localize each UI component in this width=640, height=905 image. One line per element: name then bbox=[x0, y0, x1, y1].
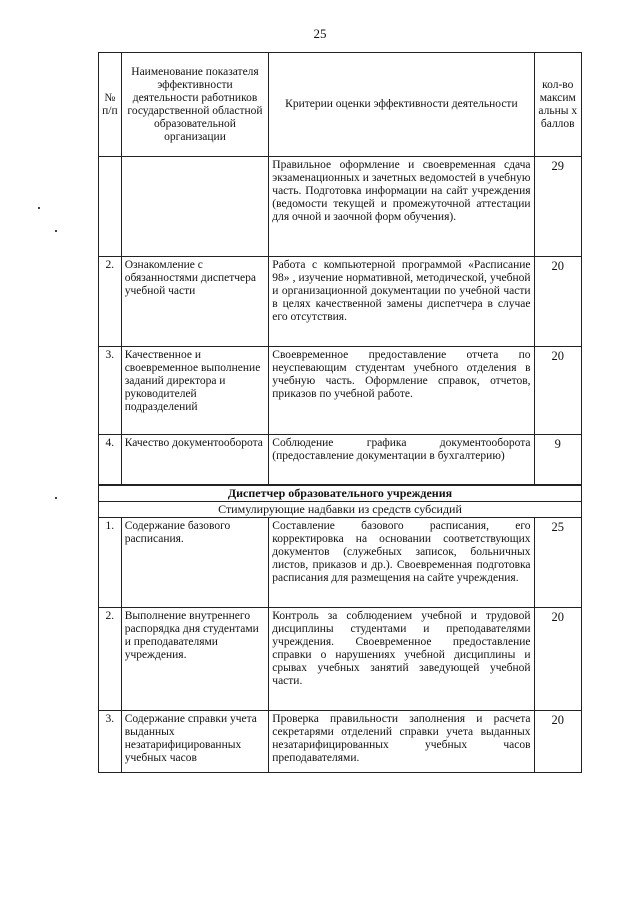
row-criteria: Проверка правильности заполнения и расчета секретарями отделений справки учета выданных незатарифицированных учебных часов преподавателями. bbox=[269, 710, 534, 772]
section-title: Диспетчер образовательного учреждения bbox=[99, 485, 582, 502]
row-points: 20 bbox=[534, 257, 581, 347]
row-num: 4. bbox=[99, 435, 122, 485]
scan-dot bbox=[38, 207, 40, 209]
row-num bbox=[99, 157, 122, 257]
page-number: 25 bbox=[313, 26, 327, 41]
row-points: 20 bbox=[534, 607, 581, 710]
table-row bbox=[99, 517, 582, 607]
row-criteria: Контроль за соблюдением учебной и трудовой дисциплины студентами и преподавателями учреждения. Своевременное предоставление справки о нарушениях учебной дисциплины и срывах учебных занятий заведующей учебной части. bbox=[269, 607, 534, 710]
table-header-row bbox=[99, 53, 582, 157]
row-num: 3. bbox=[99, 710, 122, 772]
table-row bbox=[99, 607, 582, 710]
header-points: кол-во максим альны х баллов bbox=[534, 53, 581, 157]
scan-dot bbox=[55, 230, 57, 232]
row-criteria: Правильное оформление и своевременная сдача экзаменационных и зачетных ведомостей в учебную часть. Подготовка информации на сайт учреждения (ведомости текущей и промежуточной аттестации для очной и заочной форм обучения). bbox=[269, 157, 534, 257]
row-name: Содержание базового расписания. bbox=[121, 517, 269, 607]
row-points: 20 bbox=[534, 710, 581, 772]
subsection-row bbox=[99, 501, 582, 517]
table-row bbox=[99, 435, 582, 485]
header-name: Наименование показателя эффективности деятельности работников государственной областной образовательной организации bbox=[121, 53, 269, 157]
row-num: 3. bbox=[99, 347, 122, 435]
scan-dot bbox=[55, 497, 57, 499]
efficiency-criteria-table bbox=[98, 52, 582, 773]
row-name: Качественное и своевременное выполнение заданий директора и руководителей подразделений bbox=[121, 347, 269, 435]
row-name: Содержание справки учета выданных незатарифицированных учебных часов bbox=[121, 710, 269, 772]
row-points: 20 bbox=[534, 347, 581, 435]
row-points: 29 bbox=[534, 157, 581, 257]
row-name bbox=[121, 157, 269, 257]
row-num: 2. bbox=[99, 257, 122, 347]
table-row bbox=[99, 347, 582, 435]
table-row bbox=[99, 710, 582, 772]
table-row bbox=[99, 257, 582, 347]
row-criteria: Соблюдение графика документооборота (предоставление документации в бухгалтерию) bbox=[269, 435, 534, 485]
row-criteria: Своевременное предоставление отчета по неуспевающим студентам учебного отделения в учебную часть. Оформление справок, отчетов, приказов по учебной работе. bbox=[269, 347, 534, 435]
row-num: 2. bbox=[99, 607, 122, 710]
row-name: Выполнение внутреннего распорядка дня студентами и преподавателями учреждения. bbox=[121, 607, 269, 710]
header-criteria: Критерии оценки эффективности деятельности bbox=[269, 53, 534, 157]
row-name: Ознакомление с обязанностями диспетчера учебной части bbox=[121, 257, 269, 347]
row-points: 25 bbox=[534, 517, 581, 607]
table-row bbox=[99, 157, 582, 257]
section-row bbox=[99, 485, 582, 502]
row-num: 1. bbox=[99, 517, 122, 607]
row-criteria: Составление базового расписания, его корректировка на основании соответствующих документов (служебных записок, больничных листов, приказов и др.). Своевременная подготовка расписания для размещения на сайте учреждения. bbox=[269, 517, 534, 607]
row-criteria: Работа с компьютерной программой «Расписание 98» , изучение нормативной, методической, учебной и организационной документации по учебной части в целях качественной замены диспетчера в случае его отсутствия. bbox=[269, 257, 534, 347]
row-name: Качество документооборота bbox=[121, 435, 269, 485]
header-num: № п/п bbox=[99, 53, 122, 157]
row-points: 9 bbox=[534, 435, 581, 485]
subsection-title: Стимулирующие надбавки из средств субсидий bbox=[99, 501, 582, 517]
